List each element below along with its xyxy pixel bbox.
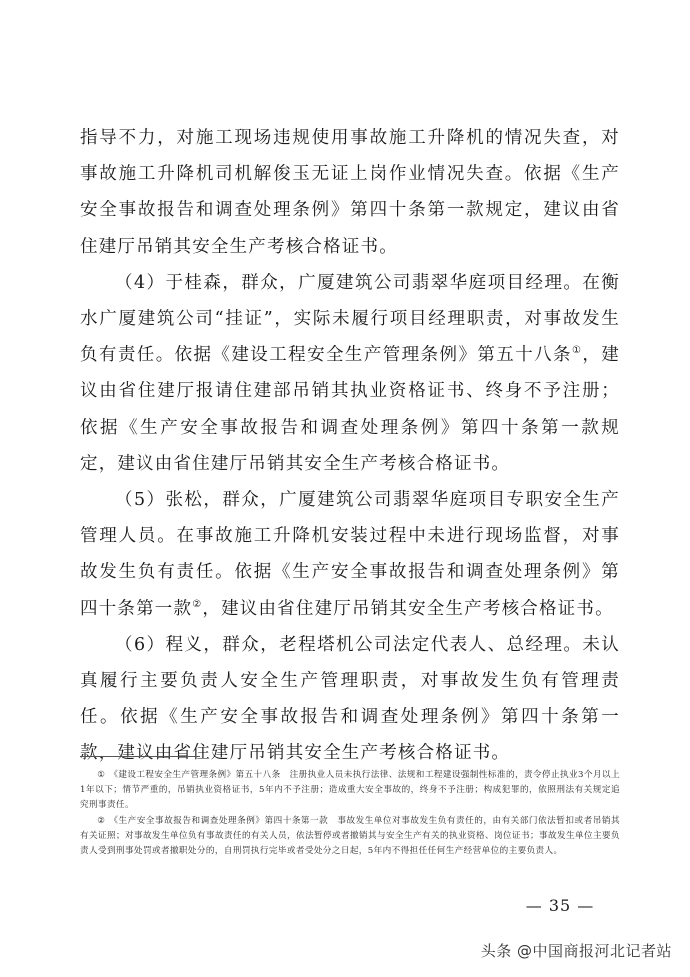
paragraph-3: （5）张松，群众，广厦建筑公司翡翠华庭项目专职安全生产管理人员。在事故施工升降机安装过程中未进行现场监督，对事故发生负有责任。依据《生产安全事故报告和调查处理条例》第四十条第一款②，建议由省住建厅吊销其安全生产考核合格证书。 (80, 490, 620, 619)
footnote-divider (80, 756, 200, 757)
body-text (80, 120, 620, 772)
footnote-marker: ① (97, 770, 106, 780)
footnote-text: 《生产安全事故报告和调查处理条例》第四十条第一款 事故发生单位对事故发生负有责任的，由有关部门依法暂扣或者吊销其有关证照；对事故发生单位负有事故责任的有关人员，依法暂停或者撤销其与安全生产有关的执业资格、岗位证书；事故发生单位主要负责人受到刑事处罚或者撤职处分的，自刑罚执行完毕或者受处分之日起，5年内不得担任任何生产经营单位的主要负责人。 (80, 815, 620, 857)
paragraph-4: （6）程义，群众，老程塔机公司法定代表人、总经理。未认真履行主要负责人安全生产管理职责，对事故发生负有管理责任。依据《生产安全事故报告和调查处理条例》第四十条第一款，建议由省住建厅吊销其安全生产考核合格证书。 (80, 634, 620, 764)
footnote-text: 《建设工程安全生产管理条例》第五十八条 注册执业人员未执行法律、法规和工程建设强制性标准的，责令停止执业3个月以上1年以下；情节严重的，吊销执业资格证书，5年内不予注册；造成重大安全事故的，终身不予注册；构成犯罪的，依照刑法有关规定追究刑事责任。 (80, 770, 620, 811)
footnote-ref-2[interactable]: ② (192, 598, 203, 610)
footnotes (80, 768, 620, 859)
paragraph-1: 指导不力，对施工现场违规使用事故施工升降机的情况失查，对事故施工升降机司机解俊玉无证上岗作业情况失查。依据《生产安全事故报告和调查处理条例》第四十条第一款规定，建议由省住建厅吊销其安全生产考核合格证书。 (80, 128, 620, 257)
paragraph-2: （4）于桂森，群众，广厦建筑公司翡翠华庭项目经理。在衡水广厦建筑公司“挂证”，实际未履行项目经理职责，对事故发生负有责任。依据《建设工程安全生产管理条例》第五十八条①，建议由省住建厅报请住建部吊销其执业资格证书、终身不予注册；依据《生产安全事故报告和调查处理条例》第四十条第一款规定，建议由省住建厅吊销其安全生产考核合格证书。 (80, 272, 620, 474)
footnote-ref-1[interactable]: ① (571, 345, 583, 357)
page-number: — 35 — (525, 896, 595, 915)
footnote-2 (80, 814, 620, 860)
footnote-1 (80, 768, 620, 814)
footnote-marker: ② (97, 815, 106, 826)
source-watermark: 头条 @中国商报河北记者站 (480, 942, 672, 960)
